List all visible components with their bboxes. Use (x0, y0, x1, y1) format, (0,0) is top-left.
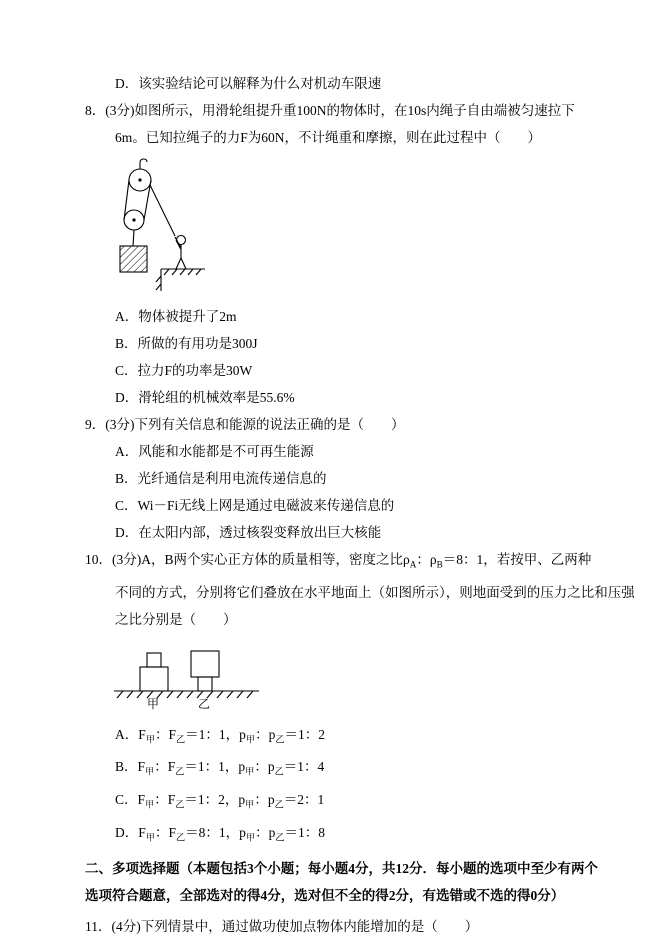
rope-free-end (150, 185, 175, 236)
question-8-stem-line-2: 6m。已知拉绳子的力F为60N，不计绳重和摩擦，则在此过程中（ ） (115, 130, 542, 145)
question-11-stem: 11．(4分)下列情景中，通过做功使加点物体内能增加的是（ ） (85, 919, 479, 935)
question-9-stem: 9．(3分)下列有关信息和能源的说法正确的是（ ） (85, 417, 405, 432)
carryover-option-d: D．该实验结论可以解释为什么对机动车限速 (115, 76, 382, 91)
platform-ground (156, 269, 205, 291)
stack-yi (191, 651, 219, 691)
question-9-option-c: C．Wi－Fi无线上网是通过电磁波来传递信息的 (115, 498, 395, 513)
stacked-cubes-figure (113, 643, 263, 713)
ceiling-hook-icon (140, 159, 147, 169)
question-9-option-a: A．风能和水能都是不可再生能源 (115, 444, 314, 459)
question-10-stem-line-2: 不同的方式，分别将它们叠放在水平地面上（如图所示），则地面受到的压力之比和压强 (115, 584, 635, 600)
question-9-option-d: D．在太阳内部，透过核裂变释放出巨大核能 (115, 525, 382, 540)
question-8-option-c: C．拉力F的功率是30W (115, 363, 253, 378)
fixed-pulley-axle (138, 178, 141, 181)
person-figure (175, 236, 186, 270)
question-8-option-d: D．滑轮组的机械效率是55.6% (115, 390, 295, 405)
stack-jia-label: 甲 (147, 696, 160, 711)
question-10-option-d: D．$F_甲$：$F_乙=8$：1，$p_甲$：$p_乙=1$：8 (115, 824, 326, 843)
question-10-stem-line-3: 之比分别是（ ） (115, 611, 237, 627)
pulley-system-figure (107, 157, 207, 299)
question-8-stem-line-1: 8．(3分)如图所示，用滑轮组提升重100N的物体时，在10s内绳子自由端被匀速拉下 (85, 103, 575, 118)
question-8-option-a: A．物体被提升了2m (115, 309, 237, 324)
question-8-option-b: B．所做的有用功是300J (115, 336, 258, 351)
weight-hanger (133, 230, 134, 246)
movable-pulley-axle (132, 218, 135, 221)
stack-jia (140, 653, 168, 691)
question-10-stem-line-1: 10．(3分)A，B两个实心正方体的质量相等，密度之比$\rho_A$：$\rho_B=8$：1，若按甲、乙两种 (85, 552, 592, 570)
ground-hatching (117, 691, 253, 698)
section-2-header-line-2: 选项符合题意，全部选对的得4分，选对但不全的得2分，有选错或不选的得0分） (85, 888, 565, 904)
question-10-option-b: B．$F_甲$：$F_乙=1$：1，$p_甲$：$p_乙=1$：4 (115, 759, 325, 778)
question-10-option-c: C．$F_甲$：$F_乙=1$：2，$p_甲$：$p_乙=2$：1 (115, 792, 325, 810)
section-2-header-line-1: 二、多项选择题（本题包括3个小题；每小题4分，共12分．每小题的选项中至少有两个 (85, 861, 598, 877)
question-10-option-a: A．$F_甲$：$F_乙=1$：1，$p_甲$：$p_乙=1$：2 (115, 726, 326, 745)
question-9-option-b: B．光纤通信是利用电流传递信息的 (115, 471, 327, 486)
stack-yi-label: 乙 (198, 696, 211, 711)
weight-block (120, 246, 147, 272)
